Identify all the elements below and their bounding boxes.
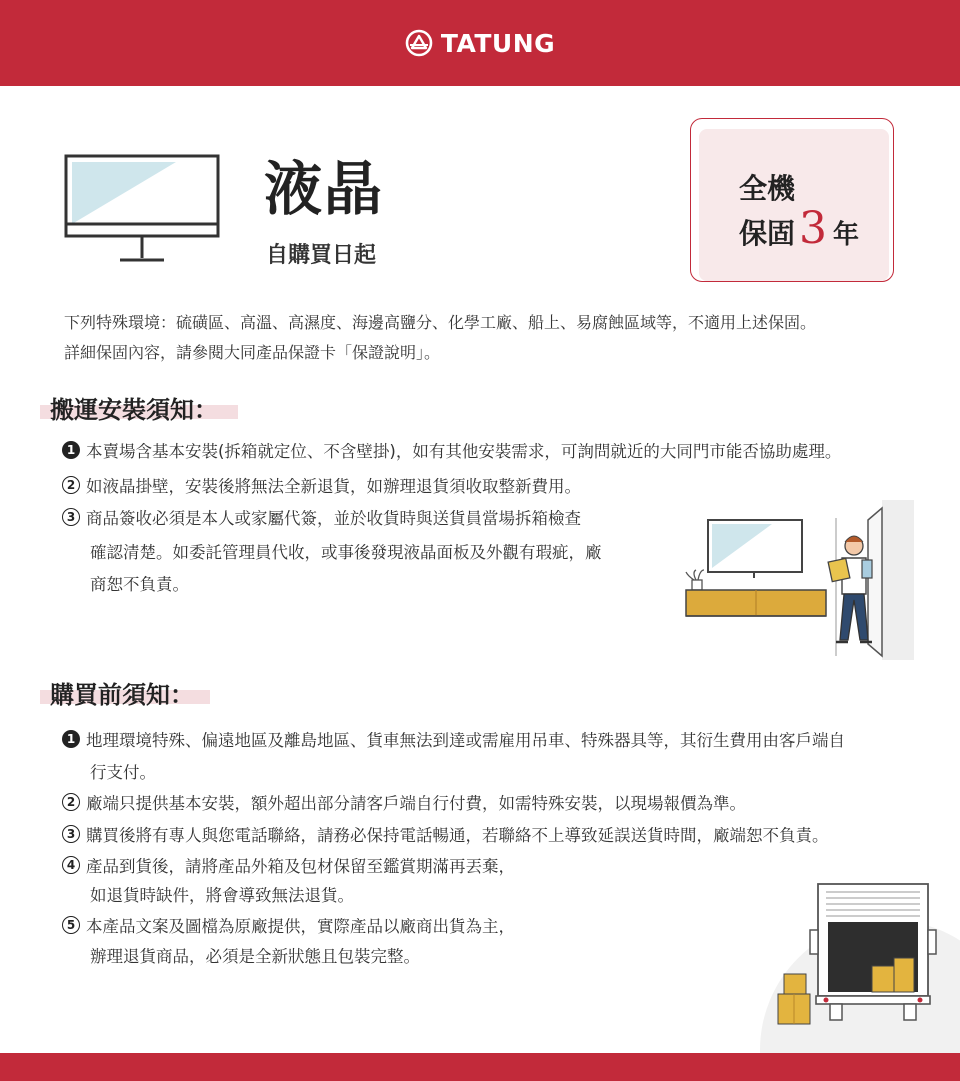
install-item-1 <box>62 438 841 462</box>
warranty-unit: 年 <box>833 220 860 250</box>
notice-environment: 下列特殊環境：硫磺區、高溫、高濕度、海邊高鹽分、化學工廠、船上、易腐蝕區域等，不適用上述保固。 <box>64 313 817 332</box>
number-badge: 3 <box>62 508 80 526</box>
item-text: 購買後將有專人與您電話聯絡，請務必保持電話暢通，若聯絡不上導致延誤送貨時間，廠端恕不負責。 <box>86 826 829 845</box>
purchase-item-1-line2: 行支付。 <box>90 763 156 782</box>
item-text: 產品到貨後，請將產品外箱及包材保留至鑑賞期滿再丟棄， <box>86 857 515 876</box>
brand-logo <box>405 29 555 58</box>
purchase-item-5-line2: 辦理退貨商品，必須是全新狀態且包裝完整。 <box>90 947 420 966</box>
notice-warranty-details: 詳細保固內容，請參閱大同產品保證卡「保證說明」。 <box>64 343 441 362</box>
number-badge: 1 <box>62 441 80 459</box>
warranty-badge <box>690 118 894 282</box>
purchase-item-4-line2: 如退貨時缺件，將會導致無法退貨。 <box>90 886 354 905</box>
number-badge: 1 <box>62 730 80 748</box>
warranty-prefix: 保固 <box>739 217 796 250</box>
item-text: 本產品文案及圖檔為原廠提供，實際產品以廠商出貨為主， <box>86 917 515 936</box>
item-text: 商品簽收必須是本人或家屬代簽，並於收貨時與送貨員當場拆箱檢查 <box>86 509 581 528</box>
number-badge: 3 <box>62 825 80 843</box>
number-badge: 5 <box>62 916 80 934</box>
warranty-years: 3 <box>799 203 828 254</box>
item-text: 地理環境特殊、偏遠地區及離島地區、貨車無法到達或需雇用吊車、特殊器具等，其衍生費用由客戶端自 <box>86 731 845 750</box>
product-subtitle: 自購買日起 <box>266 243 377 268</box>
item-text: 廠端只提供基本安裝，額外超出部分請客戶端自行付費，如需特殊安裝，以現場報價為準。 <box>86 794 746 813</box>
install-item-3-line2: 確認清楚。如委託管理員代收，或事後發現液晶面板及外觀有瑕疵，廠 <box>90 543 602 562</box>
tatung-logo-icon <box>405 29 433 57</box>
warranty-panel <box>699 129 889 281</box>
number-badge: 2 <box>62 476 80 494</box>
install-heading: 搬運安裝須知： <box>50 396 218 424</box>
purchase-item-5 <box>62 913 515 937</box>
monitor-icon <box>64 154 224 266</box>
footer-bar <box>0 1053 960 1081</box>
purchase-item-1 <box>62 727 845 751</box>
purchase-heading: 購買前須知： <box>50 681 194 709</box>
install-item-2 <box>62 473 581 497</box>
purchase-item-3 <box>62 822 829 846</box>
warranty-line2 <box>739 203 860 254</box>
tv-delivery-illustration <box>676 496 916 660</box>
number-badge: 4 <box>62 856 80 874</box>
warranty-line1: 全機 <box>739 172 796 205</box>
purchase-item-4 <box>62 853 515 877</box>
item-text: 本賣場含基本安裝(拆箱就定位、不含壁掛)，如有其他安裝需求，可詢問就近的大同門市能否協助處理。 <box>86 442 842 461</box>
brand-name: TATUNG <box>440 28 556 58</box>
header-bar <box>0 0 960 86</box>
number-badge: 2 <box>62 793 80 811</box>
item-text: 如液晶掛壁，安裝後將無法全新退貨，如辦理退貨須收取整新費用。 <box>86 477 581 496</box>
product-title: 液晶 <box>264 155 385 223</box>
install-item-3 <box>62 505 581 529</box>
delivery-truck-illustration <box>640 850 960 1053</box>
install-item-3-line3: 商恕不負責。 <box>90 575 189 594</box>
purchase-item-2 <box>62 790 746 814</box>
